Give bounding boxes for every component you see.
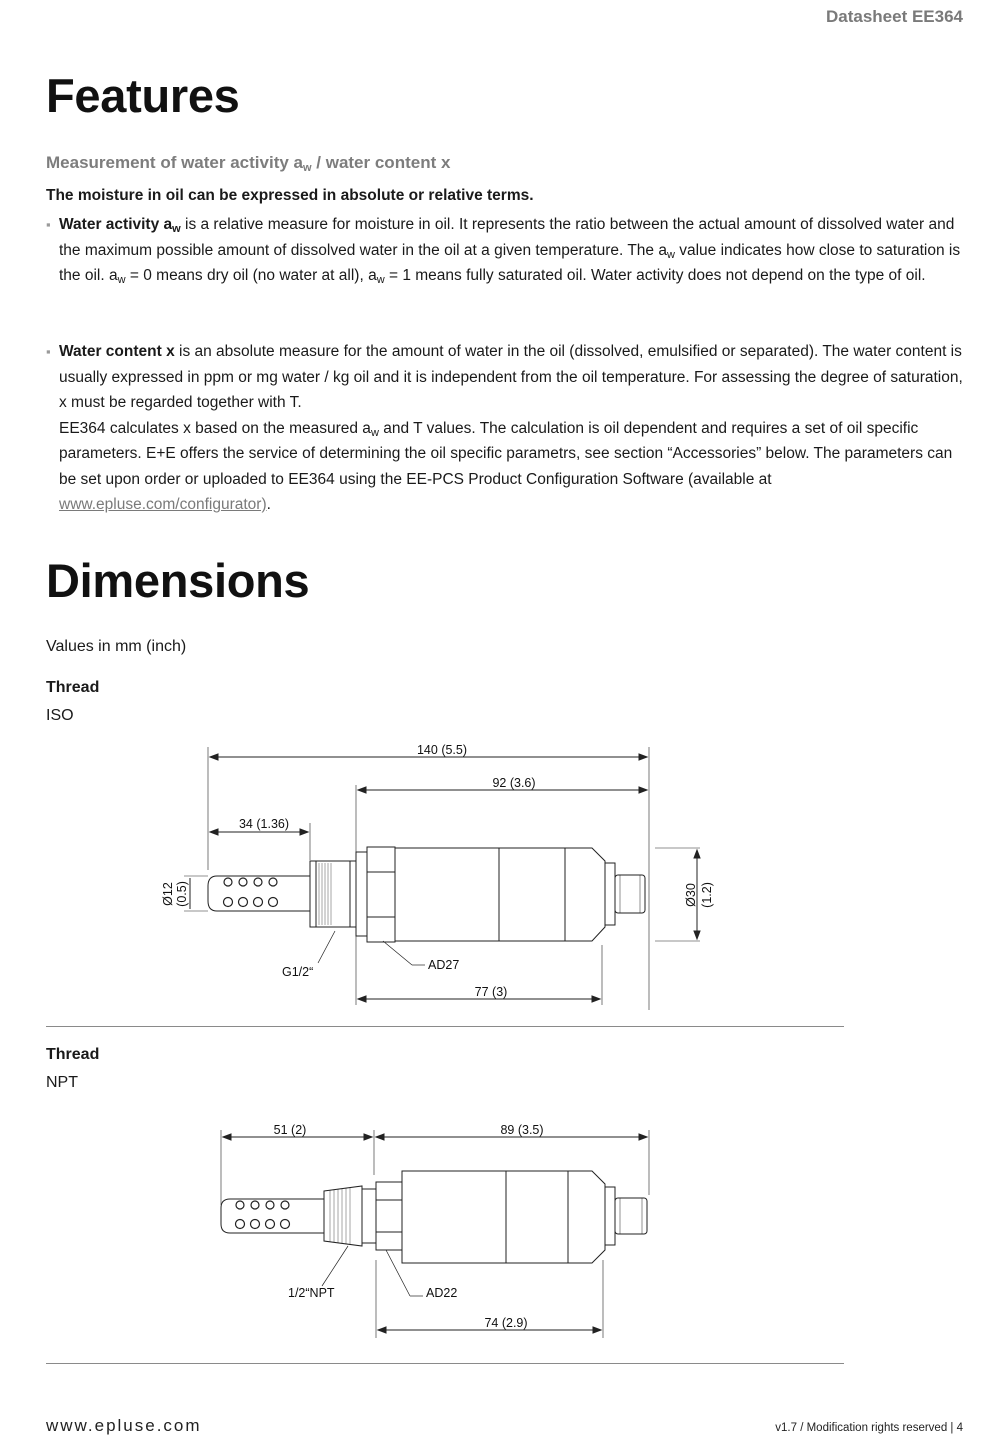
units-note: Values in mm (inch) [46,638,187,655]
iso-dim-thread: G1/2“ [282,965,314,979]
iso-dim-hex: AD27 [428,958,460,972]
dimensions-title: Dimensions [46,554,310,607]
iso-dimension-drawing [0,735,1000,1010]
iso-dim-overall: 140 (5.5) [416,743,468,757]
section-divider [46,1363,844,1364]
npt-thread-value: NPT [46,1074,78,1091]
iso-dim-body: 92 (3.6) [492,776,536,790]
document-label: Datasheet EE364 [825,7,963,26]
iso-dim-lower: 77 (3) [474,985,508,999]
npt-dim-hex: AD22 [426,1286,458,1300]
npt-dim-lower: 74 (2.9) [484,1316,528,1330]
npt-dimension-drawing [0,1110,1000,1340]
npt-dim-thread: 1/2“NPT [288,1286,335,1300]
section-divider [46,1026,844,1027]
footer-version: v1.7 / Modification rights reserved | 4 [775,1422,963,1434]
iso-dim-diam-body-inch: (1.2) [700,882,714,908]
bullet-icon: ▪ [46,344,51,359]
iso-dim-diam-body: Ø30 [684,883,698,907]
npt-dim-body: 89 (3.5) [500,1123,544,1137]
npt-dim-tip: 51 (2) [273,1123,307,1137]
bullet-water-content: ▪ Water content x is an absolute measure for the amount of water in the oil (dissolved, emulsified or separated). The water content is usually expressed in ppm or mg water / kg oil and it is independent from the oil temperature. For assessing the degree of saturation, x must be regarded together with T. EE364 calculates x based on the measured $a_w$ and T values. The calculation is oil dependent and requires a set of oil specific parameters. E+E offers the service of determining the oil specific parametrs, see section “Accessories” below. The parameters can be set upon order or uploaded to EE364 using the EE-PCS Product Configuration Software (available at www.epluse.com/configurator). [46,339,966,518]
iso-dim-diam-tip-inch: (0.5) [175,881,189,907]
configurator-link[interactable]: www.epluse.com/configurator) [59,496,267,513]
iso-dim-tip: 34 (1.36) [238,817,290,831]
npt-thread-label: Thread [46,1046,100,1063]
iso-thread-value: ISO [46,707,74,724]
features-lead-text: The moisture in oil can be expressed in absolute or relative terms. [46,187,534,204]
iso-dim-diam-tip: Ø12 [161,882,175,906]
iso-thread-label: Thread [46,679,100,696]
features-subheading: Measurement of water activity $a_w$ / water content x [46,153,451,174]
bullet-icon: ▪ [46,217,51,232]
features-title: Features [46,69,240,122]
bullet-water-activity: ▪ Water activity $a_w$ is a relative measure for moisture in oil. It represents the ratio between the actual amount of dissolved water and the maximum possible amount of dissolved water in the oil at a given temperature. The $a_w$ value indicates how close to saturation is the oil. $a_w = 0$ means dry oil (no water at all), $a_w = 1$ means fully saturated oil. Water activity does not depend on the type of oil. [46,212,966,289]
footer-website[interactable]: www.epluse.com [46,1416,202,1435]
